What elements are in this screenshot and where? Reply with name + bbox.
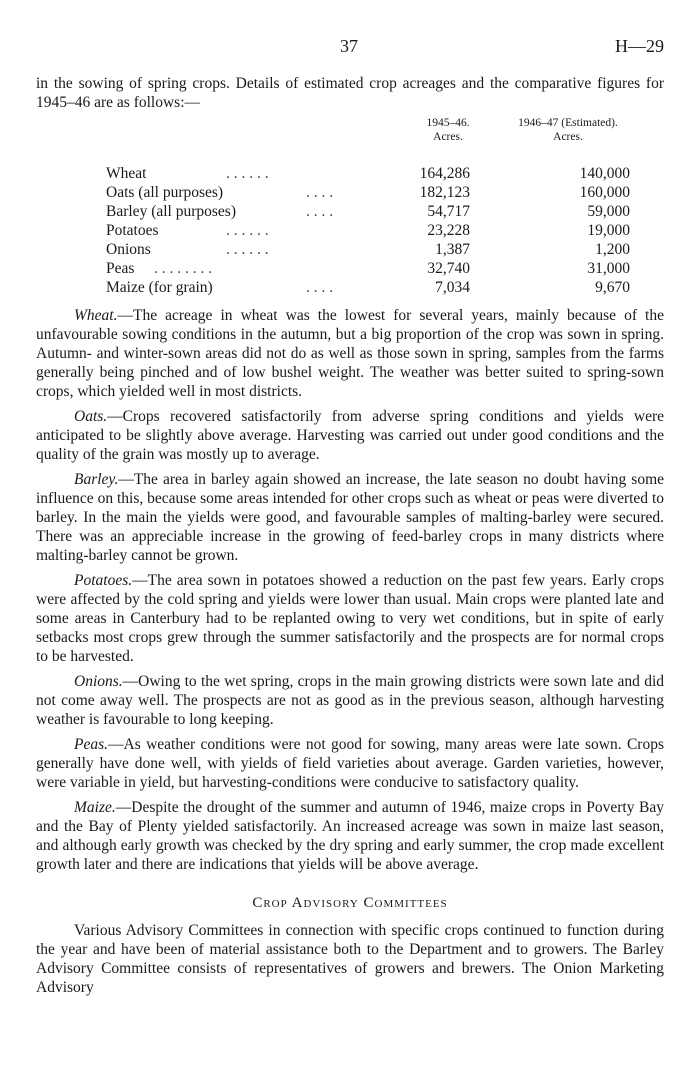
table-row [106, 202, 666, 221]
table-row [106, 221, 666, 240]
acres-1945: 182,123 [419, 184, 470, 201]
column-unit-1945: Acres. [433, 131, 463, 143]
page-header [0, 36, 700, 58]
intro-paragraph: in the sowing of spring crops. Details of estimated crop acreages and the comparative figures for 1945–46 are as follows:— [36, 75, 664, 111]
paragraph-text: —Despite the drought of the summer and autumn of 1946, maize crops in Poverty Bay and the Bay of Plenty yielded satisfactorily. An increased acreage was sown in maize last season, and although early growth was checked by the dry spring and early summer, the crop made excellent growth later and there are indications that yields will be above average. [36, 799, 664, 873]
acres-1946: 140,000 [579, 165, 630, 182]
lead-in-barley: Barley. [74, 471, 119, 488]
section-heading: Crop Advisory Committees [252, 895, 448, 911]
leader-dots: . . . . [306, 279, 334, 296]
leader-dots: . . . . [306, 203, 334, 220]
leader-dots: . . . . . . [226, 165, 269, 182]
column-year-1945: 1945–46. [426, 117, 470, 129]
page-number: 37 [340, 36, 358, 56]
paragraph-text: —The acreage in wheat was the lowest for several years, mainly because of the unfavourable sowing conditions in the autumn, but a big proportion of the crop was sown in spring. Autumn- and winter-sown areas did not do as well as those sown in spring, samples from the farms generally being pinched and of low bushel weight. The weather was better suited to spring-sown crops, which yielded well in most districts. [36, 307, 664, 400]
acres-1946: 9,670 [595, 279, 630, 296]
lead-in-potatoes: Potatoes. [74, 572, 133, 589]
acres-1946: 59,000 [587, 203, 630, 220]
paragraph-text: —The area in barley again showed an increase, the late season no doubt having some influence on this, because some areas intended for other crops such as wheat or peas were diverted to barley. In the main the yields were good, and favourable samples of malting-barley were secured. There was an appreciable increase in the growing of feed-barley crops in many districts where malting-barley cannot be grown. [36, 471, 664, 564]
paragraph-wheat [36, 306, 664, 401]
page-body [36, 70, 664, 997]
acres-1945: 1,387 [435, 241, 470, 258]
crop-name: Maize (for grain) [106, 279, 213, 296]
paragraph-oats [36, 407, 664, 464]
crop-name: Potatoes [106, 222, 159, 239]
crop-acreage-table [36, 114, 664, 300]
acres-1945: 164,286 [419, 165, 470, 182]
crop-name: Oats (all purposes) [106, 184, 224, 201]
column-year-1946: 1946–47 (Estimated). [518, 117, 618, 129]
paragraph-barley [36, 470, 664, 565]
crop-name: Onions [106, 241, 151, 258]
paragraph-text: —The area sown in potatoes showed a reduction on the past few years. Early crops were affected by the cold spring and yields were lower than usual. Main crops were planted late and some areas in Canterbury had to be replanted owing to very wet conditions, but in spite of early setbacks most crops grew through the summer satisfactorily and the prospects are for normal crops to be harvested. [36, 572, 664, 665]
table-row [106, 278, 666, 297]
lead-in-onions: Onions. [74, 673, 123, 690]
leader-dots: . . . . . . [226, 222, 269, 239]
paragraph-text: —Crops recovered satisfactorily from adverse spring conditions and yields were anticipated to be slightly above average. Harvesting was carried out under good conditions and the quality of the grain was mostly up to average. [36, 408, 664, 463]
table-row [106, 183, 666, 202]
paragraph-text: —As weather conditions were not good for sowing, many areas were late sown. Crops generally have done well, with yields of field varieties about average. Garden varieties, however, were variable in yield, but harvesting-conditions were conducive to satisfactory quality. [36, 736, 664, 791]
leader-dots: . . . . . . . . [154, 260, 213, 277]
paragraph-text: —Owing to the wet spring, crops in the main growing districts were sown late and did not come away well. The prospects are not as good as in the previous season, although harvesting weather is favourable to long keeping. [36, 673, 664, 728]
table-row [106, 240, 666, 259]
leader-dots: . . . . . . [226, 241, 269, 258]
crop-name: Wheat [106, 165, 147, 182]
table-row [106, 259, 666, 278]
lead-in-maize: Maize. [74, 799, 116, 816]
crop-name: Barley (all purposes) [106, 203, 236, 220]
table-row [106, 164, 666, 183]
acres-1946: 1,200 [595, 241, 630, 258]
column-header-1946 [498, 116, 638, 144]
document-reference: H—29 [615, 36, 664, 56]
column-header-1945 [408, 116, 488, 144]
column-unit-1946: Acres. [553, 131, 583, 143]
acres-1945: 32,740 [427, 260, 470, 277]
acres-1946: 31,000 [587, 260, 630, 277]
paragraph-maize [36, 798, 664, 874]
acres-1945: 7,034 [435, 279, 470, 296]
leader-dots: . . . . [306, 184, 334, 201]
acres-1945: 23,228 [427, 222, 470, 239]
section-paragraph: Various Advisory Committees in connection with specific crops continued to function during the year and have been of material assistance both to the Department and to growers. The Barley Advisory Committee consists of representatives of growers and brewers. The Onion Marketing Advisory [36, 922, 664, 996]
lead-in-wheat: Wheat. [74, 307, 118, 324]
paragraph-onions [36, 672, 664, 729]
paragraph-potatoes [36, 571, 664, 666]
acres-1946: 160,000 [579, 184, 630, 201]
lead-in-oats: Oats. [74, 408, 108, 425]
crop-name: Peas [106, 260, 135, 277]
acres-1946: 19,000 [587, 222, 630, 239]
acres-1945: 54,717 [427, 203, 470, 220]
lead-in-peas: Peas. [74, 736, 109, 753]
paragraph-peas [36, 735, 664, 792]
